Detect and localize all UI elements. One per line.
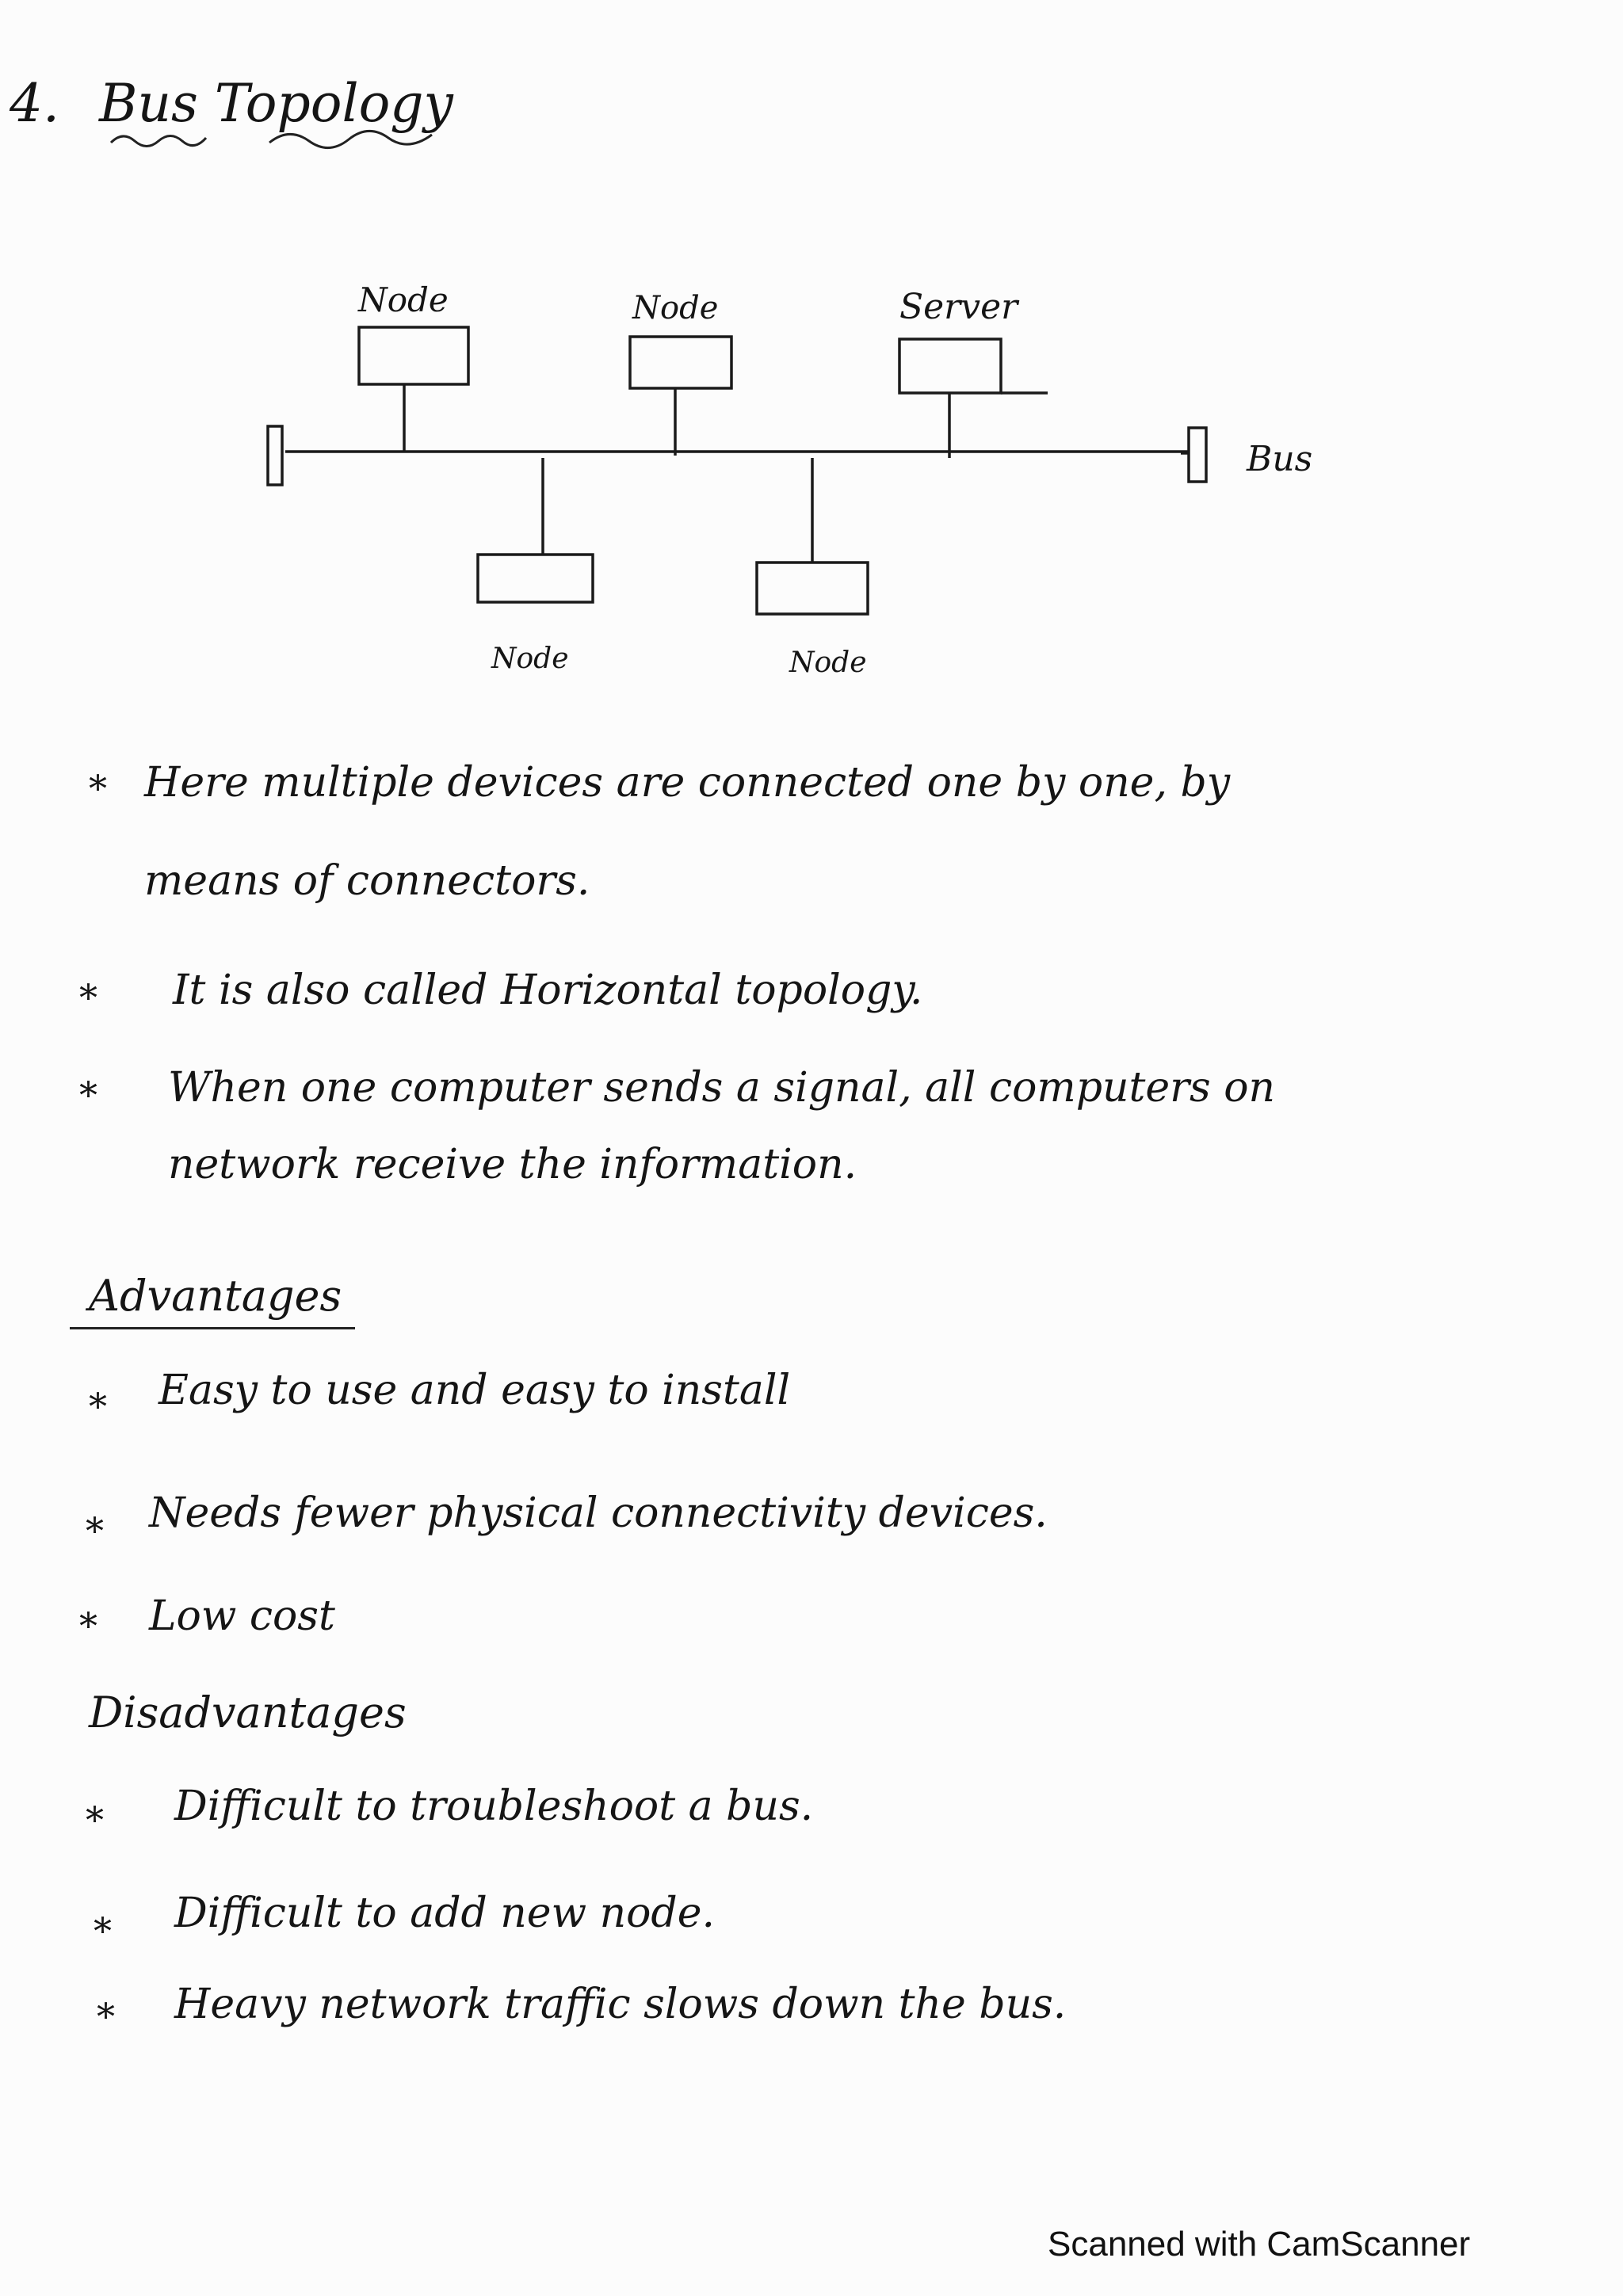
description-line: network receive the information. (168, 1141, 857, 1188)
right-terminator (1189, 428, 1206, 482)
bullet-star: * (94, 1909, 112, 1952)
advantages-heading: Advantages (89, 1271, 342, 1321)
bus-label: Bus (1247, 439, 1313, 479)
advantage-item: Easy to use and easy to install (158, 1367, 791, 1414)
top-node-2-label: Node (632, 290, 719, 326)
description-line: It is also called Horizontal topology. (173, 967, 923, 1014)
disadvantages-heading: Disadvantages (89, 1688, 407, 1737)
server-label: Server (899, 287, 1018, 327)
top-node-2-box (630, 337, 731, 388)
bullet-star: * (89, 1385, 107, 1428)
bullet-star: * (79, 1074, 97, 1116)
advantage-item: Needs fewer physical connectivity devices. (149, 1489, 1048, 1537)
top-node-1-label: Node (358, 280, 449, 319)
left-terminator (268, 426, 282, 485)
bottom-node-2-label: Node (789, 646, 867, 679)
description-line: Here multiple devices are connected one by one, by (144, 759, 1231, 807)
bullet-star: * (79, 1604, 97, 1647)
description-line: means of connectors. (144, 857, 590, 905)
advantage-item: Low cost (149, 1592, 335, 1640)
server-box (899, 339, 1001, 393)
advantages-underline (70, 1327, 355, 1329)
scanner-watermark: Scanned with CamScanner (1048, 2225, 1471, 2264)
bullet-star: * (97, 1995, 115, 2038)
bottom-node-1-box (478, 555, 593, 602)
bottom-node-1-label: Node (491, 643, 569, 675)
top-node-1-box (359, 327, 468, 384)
bus-topology-diagram (0, 0, 1623, 713)
title-text: Bus Topology (98, 73, 453, 134)
title-number: 4. (10, 73, 59, 134)
bottom-node-2-box (757, 563, 868, 614)
bullet-star: * (89, 767, 107, 810)
description-line: When one computer sends a signal, all computers on (168, 1064, 1276, 1112)
disadvantage-item: Difficult to troubleshoot a bus. (174, 1783, 814, 1830)
bullet-star: * (86, 1798, 104, 1841)
disadvantage-item: Heavy network traffic slows down the bus. (174, 1981, 1067, 2028)
bullet-star: * (86, 1509, 104, 1552)
disadvantage-item: Difficult to add new node. (174, 1890, 715, 1937)
bullet-star: * (79, 976, 97, 1019)
